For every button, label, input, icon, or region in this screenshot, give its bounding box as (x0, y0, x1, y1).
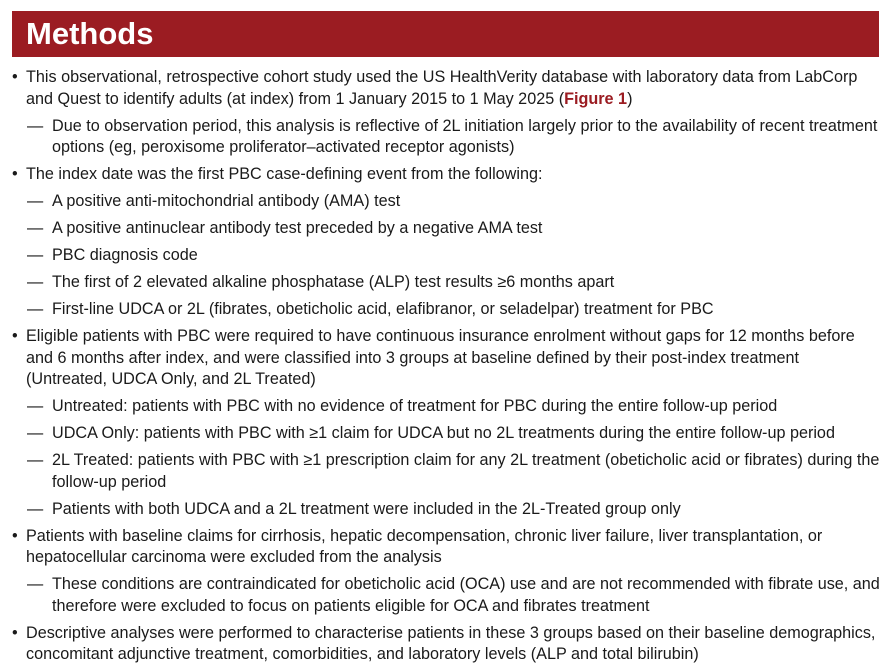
sub-item-alp-test: — The first of 2 elevated alkaline phosphatase (ALP) test results ≥6 months apart (12, 272, 884, 294)
section-header (12, 11, 879, 57)
sub-item-contraindications: — These conditions are contraindicated for obeticholic acid (OCA) use and are not recommended with fibrate use, and therefore were excluded to focus on patients eligible for OCA and fibrates treatment (12, 574, 884, 617)
sub-item-udca-only: — UDCA Only: patients with PBC with ≥1 claim for UDCA but no 2L treatments during the entire follow-up period (12, 423, 884, 445)
sub-item-diagnosis-code: — PBC diagnosis code (12, 245, 884, 267)
sub-item-first-line-treatment: — First-line UDCA or 2L (fibrates, obeticholic acid, elafibranor, or seladelpar) treatment for PBC (12, 299, 884, 321)
bullet-text-end: ) (627, 89, 633, 108)
bullet-item-exclusions: • Patients with baseline claims for cirrhosis, hepatic decompensation, chronic liver failure, liver transplantation, or hepatocellular carcinoma were excluded from the analysis (12, 526, 884, 569)
bullet-item-analyses: • Descriptive analyses were performed to characterise patients in these 3 groups based on their baseline demographics, concomitant adjunctive treatment, comorbidities, and laboratory levels (ALP and total bilirubin) (12, 623, 884, 666)
section-title: Methods (26, 16, 154, 51)
sub-item-both-treatments: — Patients with both UDCA and a 2L treatment were included in the 2L-Treated group only (12, 499, 884, 521)
sub-item-untreated: — Untreated: patients with PBC with no evidence of treatment for PBC during the entire follow-up period (12, 396, 884, 418)
bullet-text: This observational, retrospective cohort study used the US HealthVerity database with laboratory data from LabCorp and Quest to identify adults (at index) from 1 January 2015 to 1 May 2025 ( (26, 68, 858, 108)
bullet-item-study-design (12, 67, 884, 110)
sub-item-ama-test: — A positive anti-mitochondrial antibody (AMA) test (12, 191, 884, 213)
sub-item-observation-period: — Due to observation period, this analysis is reflective of 2L initiation largely prior to the availability of recent treatment options (eg, peroxisome proliferator–activated receptor agonists) (12, 116, 884, 159)
bullet-item-eligibility: • Eligible patients with PBC were required to have continuous insurance enrolment without gaps for 12 months before and 6 months after index, and were classified into 3 groups at baseline defined by their post-index treatment (Untreated, UDCA Only, and 2L Treated) (12, 326, 884, 391)
methods-list (12, 67, 884, 671)
sub-item-2l-treated: — 2L Treated: patients with PBC with ≥1 prescription claim for any 2L treatment (obeticholic acid or fibrates) during the follow-up period (12, 450, 884, 493)
sub-item-ana-test: — A positive antinuclear antibody test preceded by a negative AMA test (12, 218, 884, 240)
bullet-item-index-date: • The index date was the first PBC case-defining event from the following: (12, 164, 884, 186)
figure-reference: Figure 1 (564, 89, 628, 108)
